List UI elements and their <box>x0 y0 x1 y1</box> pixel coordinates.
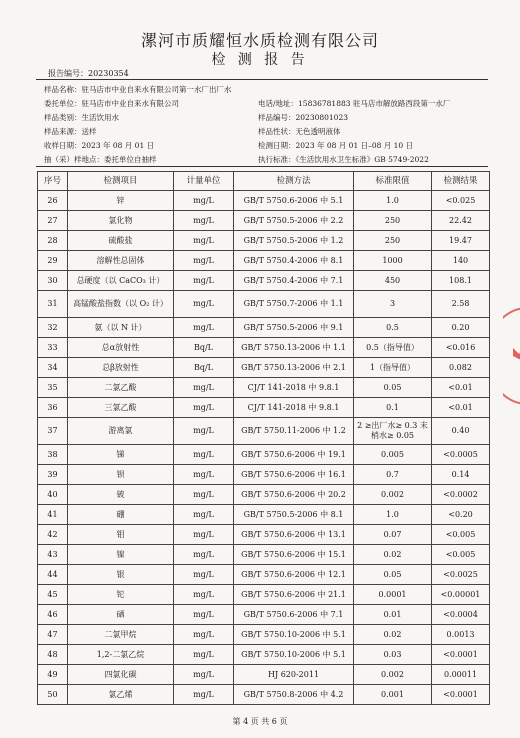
cell-limit: 0.01 <box>354 605 432 625</box>
cell-no: 29 <box>38 251 68 271</box>
table-row <box>38 545 490 565</box>
cell-unit: mg/L <box>174 445 234 465</box>
table-row <box>38 485 490 505</box>
header-result: 检测结果 <box>432 172 490 191</box>
cell-item: 二氯甲烷 <box>68 625 174 645</box>
cell-limit: 1.0 <box>354 505 432 525</box>
cell-no: 43 <box>38 545 68 565</box>
table-row <box>38 358 490 378</box>
cell-unit: mg/L <box>174 685 234 705</box>
cell-limit: 0.1 <box>354 398 432 418</box>
cell-item: 硒 <box>68 605 174 625</box>
cell-method: GB/T 5750.7-2006 中 1.1 <box>234 291 354 318</box>
cell-method: GB/T 5750.13-2006 中 2.1 <box>234 358 354 378</box>
cell-no: 27 <box>38 211 68 231</box>
cell-no: 36 <box>38 398 68 418</box>
cell-unit: mg/L <box>174 505 234 525</box>
cell-limit: 0.002 <box>354 665 432 685</box>
header-limit: 标准限值 <box>354 172 432 191</box>
info-divider <box>36 166 488 167</box>
cell-result: <0.0004 <box>432 605 490 625</box>
results-table <box>37 171 490 705</box>
cell-no: 31 <box>38 291 68 318</box>
table-row <box>38 191 490 211</box>
cell-result: <0.005 <box>432 545 490 565</box>
cell-item: 氯化物 <box>68 211 174 231</box>
cell-method: GB/T 5750.11-2006 中 1.2 <box>234 418 354 445</box>
cell-result: 0.00011 <box>432 665 490 685</box>
cell-no: 46 <box>38 605 68 625</box>
cell-unit: mg/L <box>174 465 234 485</box>
table-row <box>38 605 490 625</box>
table-row <box>38 625 490 645</box>
cell-item: 硼 <box>68 505 174 525</box>
cell-unit: mg/L <box>174 645 234 665</box>
cell-unit: mg/L <box>174 231 234 251</box>
cell-unit: mg/L <box>174 585 234 605</box>
cell-unit: mg/L <box>174 318 234 338</box>
cell-method: GB/T 5750.6-2006 中 21.1 <box>234 585 354 605</box>
page-number: 第 4 页 共 6 页 <box>232 717 288 726</box>
cell-limit: 0.005 <box>354 445 432 465</box>
info-sample-name: 样品名称：驻马店市中业自来水有限公司第一水厂出厂水 <box>44 85 232 94</box>
table-row <box>38 418 490 445</box>
table-row <box>38 465 490 485</box>
table-row <box>38 271 490 291</box>
header-unit: 计量单位 <box>174 172 234 191</box>
cell-no: 26 <box>38 191 68 211</box>
cell-item: 1,2-二氯乙烷 <box>68 645 174 665</box>
cell-item: 氨（以 N 计） <box>68 318 174 338</box>
cell-limit: 0.7 <box>354 465 432 485</box>
cell-limit: 0.5 <box>354 318 432 338</box>
cell-item: 总β放射性 <box>68 358 174 378</box>
cell-unit: mg/L <box>174 525 234 545</box>
cell-item: 锌 <box>68 191 174 211</box>
cell-limit: 0.02 <box>354 625 432 645</box>
cell-result: 19.47 <box>432 231 490 251</box>
cell-method: GB/T 5750.4-2006 中 8.1 <box>234 251 354 271</box>
cell-no: 34 <box>38 358 68 378</box>
cell-method: GB/T 5750.4-2006 中 7.1 <box>234 271 354 291</box>
cell-method: GB/T 5750.10-2006 中 5.1 <box>234 645 354 665</box>
table-row <box>38 505 490 525</box>
cell-limit: 1（指导值） <box>354 358 432 378</box>
cell-item: 三氯乙酸 <box>68 398 174 418</box>
info-standard: 执行标准：《生活饮用水卫生标准》GB 5749-2022 <box>258 155 429 164</box>
cell-result: <0.0001 <box>432 645 490 665</box>
cell-method: GB/T 5750.5-2006 中 1.2 <box>234 231 354 251</box>
table-row <box>38 338 490 358</box>
cell-no: 40 <box>38 485 68 505</box>
cell-item: 游离氯 <box>68 418 174 445</box>
cell-no: 35 <box>38 378 68 398</box>
cell-item: 铍 <box>68 485 174 505</box>
cell-item: 总硬度（以 CaCO₃ 计） <box>68 271 174 291</box>
cell-limit: 250 <box>354 211 432 231</box>
cell-unit: mg/L <box>174 665 234 685</box>
cell-limit: 1.0 <box>354 191 432 211</box>
header-method: 检测方法 <box>234 172 354 191</box>
cell-item: 钡 <box>68 465 174 485</box>
cell-item: 镍 <box>68 545 174 565</box>
cell-result: 2.58 <box>432 291 490 318</box>
cell-limit: 0.03 <box>354 645 432 665</box>
cell-no: 41 <box>38 505 68 525</box>
cell-result: 140 <box>432 251 490 271</box>
cell-item: 锑 <box>68 445 174 465</box>
cell-limit: 0.5（指导值） <box>354 338 432 358</box>
info-sample-property: 样品性状：无色透明液体 <box>258 127 341 136</box>
cell-unit: mg/L <box>174 605 234 625</box>
info-sample-no: 样品编号：20230801023 <box>258 113 348 122</box>
cell-item: 高锰酸盐指数（以 O₂ 计） <box>68 291 174 318</box>
cell-no: 50 <box>38 685 68 705</box>
cell-unit: mg/L <box>174 271 234 291</box>
table-row <box>38 211 490 231</box>
cell-no: 37 <box>38 418 68 445</box>
cell-result: <0.005 <box>432 525 490 545</box>
cell-no: 28 <box>38 231 68 251</box>
cell-unit: mg/L <box>174 211 234 231</box>
info-sampling-site: 抽（采）样地点：委托单位自抽样 <box>44 155 157 164</box>
cell-result: <0.0005 <box>432 445 490 465</box>
cell-method: GB/T 5750.5-2006 中 2.2 <box>234 211 354 231</box>
table-row <box>38 318 490 338</box>
cell-no: 47 <box>38 625 68 645</box>
cell-unit: mg/L <box>174 291 234 318</box>
cell-method: GB/T 5750.8-2006 中 4.2 <box>234 685 354 705</box>
cell-method: GB/T 5750.6-2006 中 5.1 <box>234 191 354 211</box>
cell-method: CJ/T 141-2018 中 9.8.1 <box>234 398 354 418</box>
cell-method: GB/T 5750.6-2006 中 20.2 <box>234 485 354 505</box>
cell-unit: mg/L <box>174 565 234 585</box>
cell-result: <0.0025 <box>432 565 490 585</box>
cell-result: <0.20 <box>432 505 490 525</box>
cell-method: GB/T 5750.6-2006 中 12.1 <box>234 565 354 585</box>
cell-result: <0.01 <box>432 398 490 418</box>
cell-unit: mg/L <box>174 251 234 271</box>
cell-limit: 0.05 <box>354 565 432 585</box>
cell-no: 38 <box>38 445 68 465</box>
report-number: 报告编号：20230354 <box>48 69 129 78</box>
cell-limit: 0.0001 <box>354 585 432 605</box>
cell-limit: 3 <box>354 291 432 318</box>
cell-unit: Bq/L <box>174 338 234 358</box>
cell-no: 42 <box>38 525 68 545</box>
cell-limit: 1000 <box>354 251 432 271</box>
cell-limit: 2 ≥出厂水≥ 0.3 末梢水≥ 0.05 <box>354 418 432 445</box>
cell-result: <0.0001 <box>432 685 490 705</box>
cell-limit: 0.02 <box>354 545 432 565</box>
top-divider <box>36 79 488 80</box>
cell-item: 总α放射性 <box>68 338 174 358</box>
cell-item: 硫酸盐 <box>68 231 174 251</box>
cell-result: 0.14 <box>432 465 490 485</box>
cell-item: 银 <box>68 565 174 585</box>
cell-unit: mg/L <box>174 378 234 398</box>
cell-method: CJ/T 141-2018 中 9.8.1 <box>234 378 354 398</box>
company-title: 漯河市质耀恒水质检测有限公司 <box>140 31 379 50</box>
report-type-title: 检 测 报 告 <box>211 52 309 68</box>
info-test-date: 检测日期：2023 年 08 月 01 日–08 月 10 日 <box>258 141 414 150</box>
table-row <box>38 645 490 665</box>
cell-method: GB/T 5750.5-2006 中 8.1 <box>234 505 354 525</box>
cell-unit: mg/L <box>174 398 234 418</box>
cell-no: 30 <box>38 271 68 291</box>
cell-result: <0.016 <box>432 338 490 358</box>
table-row <box>38 398 490 418</box>
cell-method: GB/T 5750.5-2006 中 9.1 <box>234 318 354 338</box>
info-client: 委托单位：驻马店市中业自来水有限公司 <box>44 99 179 108</box>
table-row <box>38 291 490 318</box>
cell-method: GB/T 5750.6-2006 中 7.1 <box>234 605 354 625</box>
info-address: 电话/地址：15836781883 驻马店市解放路西段第一水厂 <box>258 99 451 108</box>
info-sample-type: 样品类别：生活饮用水 <box>44 113 119 122</box>
table-row <box>38 231 490 251</box>
cell-unit: mg/L <box>174 625 234 645</box>
cell-no: 33 <box>38 338 68 358</box>
cell-method: GB/T 5750.6-2006 中 19.1 <box>234 445 354 465</box>
info-received-date: 收样日期：2023 年 08 月 01 日 <box>44 141 155 150</box>
cell-result: 0.082 <box>432 358 490 378</box>
cell-no: 44 <box>38 565 68 585</box>
table-row <box>38 685 490 705</box>
cell-unit: mg/L <box>174 545 234 565</box>
cell-unit: mg/L <box>174 418 234 445</box>
cell-no: 49 <box>38 665 68 685</box>
table-row <box>38 665 490 685</box>
cell-limit: 0.07 <box>354 525 432 545</box>
cell-no: 45 <box>38 585 68 605</box>
red-seal-stamp <box>503 300 520 410</box>
cell-unit: mg/L <box>174 191 234 211</box>
cell-limit: 250 <box>354 231 432 251</box>
cell-limit: 0.002 <box>354 485 432 505</box>
cell-result: <0.0002 <box>432 485 490 505</box>
info-sample-source: 样品来源：送样 <box>44 127 97 136</box>
cell-item: 钼 <box>68 525 174 545</box>
cell-item: 溶解性总固体 <box>68 251 174 271</box>
table-row <box>38 525 490 545</box>
cell-limit: 450 <box>354 271 432 291</box>
cell-unit: Bq/L <box>174 358 234 378</box>
cell-result: 0.40 <box>432 418 490 445</box>
header-no: 序号 <box>38 172 68 191</box>
table-row <box>38 378 490 398</box>
cell-result: 22.42 <box>432 211 490 231</box>
cell-limit: 0.05 <box>354 378 432 398</box>
header-item: 检测项目 <box>68 172 174 191</box>
cell-result: <0.00001 <box>432 585 490 605</box>
cell-no: 39 <box>38 465 68 485</box>
cell-item: 四氯化碳 <box>68 665 174 685</box>
cell-method: HJ 620-2011 <box>234 665 354 685</box>
cell-method: GB/T 5750.10-2006 中 5.1 <box>234 625 354 645</box>
cell-method: GB/T 5750.6-2006 中 13.1 <box>234 525 354 545</box>
cell-no: 32 <box>38 318 68 338</box>
cell-result: <0.01 <box>432 378 490 398</box>
cell-limit: 0.001 <box>354 685 432 705</box>
cell-method: GB/T 5750.6-2006 中 15.1 <box>234 545 354 565</box>
table-header-row <box>38 172 490 191</box>
cell-result: <0.025 <box>432 191 490 211</box>
cell-item: 铊 <box>68 585 174 605</box>
cell-result: 0.20 <box>432 318 490 338</box>
cell-item: 二氯乙酸 <box>68 378 174 398</box>
table-row <box>38 585 490 605</box>
cell-item: 氯乙烯 <box>68 685 174 705</box>
table-row <box>38 565 490 585</box>
cell-no: 48 <box>38 645 68 665</box>
cell-method: GB/T 5750.6-2006 中 16.1 <box>234 465 354 485</box>
cell-method: GB/T 5750.13-2006 中 1.1 <box>234 338 354 358</box>
cell-result: 0.0013 <box>432 625 490 645</box>
table-row <box>38 445 490 465</box>
cell-result: 108.1 <box>432 271 490 291</box>
table-row <box>38 251 490 271</box>
cell-unit: mg/L <box>174 485 234 505</box>
